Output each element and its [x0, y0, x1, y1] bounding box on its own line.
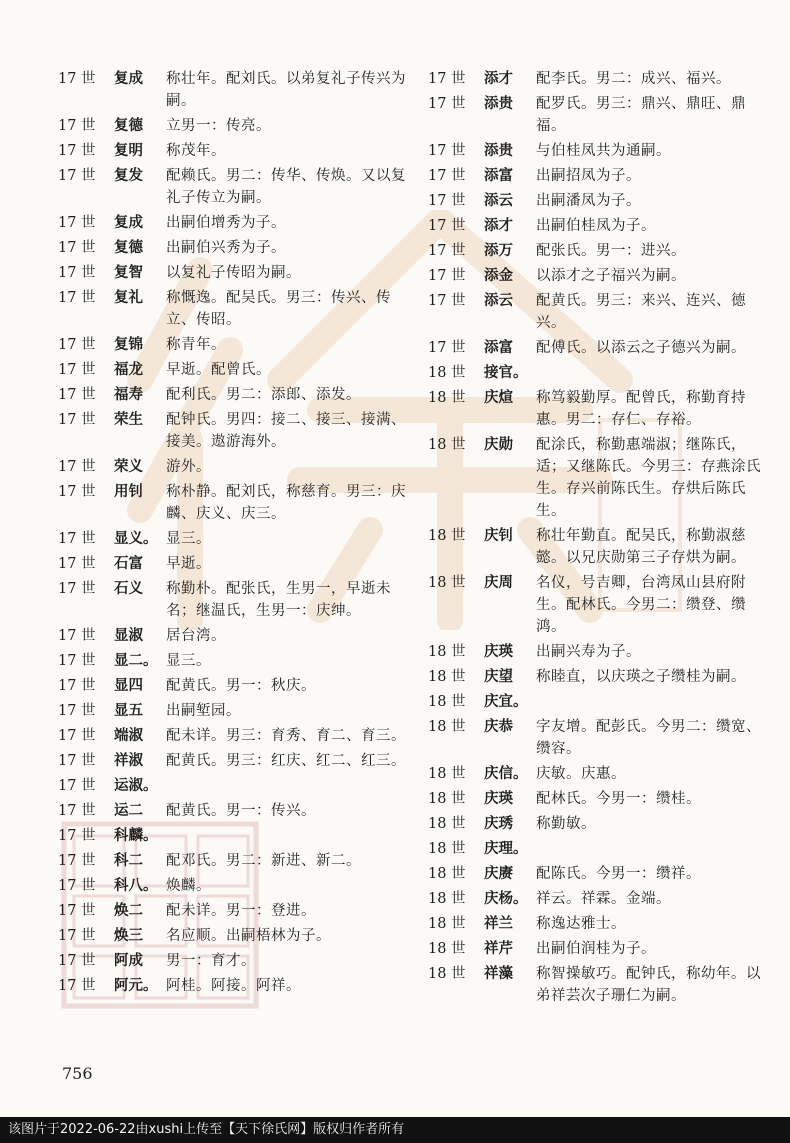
- entry-gen: 17 世: [58, 728, 96, 744]
- entry-text: 以复礼子传昭为嗣。: [166, 265, 301, 281]
- entry-text: 称青年。: [166, 337, 226, 353]
- entry-name: 显五: [114, 702, 143, 719]
- entry-name: 祥淑: [114, 752, 143, 769]
- genealogy-entry: [58, 925, 410, 947]
- entry-gen: 17 世: [428, 218, 466, 234]
- entry-name: 复智: [114, 264, 143, 281]
- entry-name: 庆望: [484, 668, 513, 685]
- entry-gen: 17 世: [58, 803, 96, 819]
- entry-name: 显义。: [114, 530, 158, 547]
- entry-name: 庆赓: [484, 865, 513, 882]
- genealogy-entry: [428, 337, 773, 359]
- entry-text: 称逸达雅士。: [536, 916, 626, 932]
- entry-name: 添富: [484, 339, 513, 356]
- entry-name: 石富: [114, 555, 143, 572]
- entry-text: 配黄氏。男三：来兴、连兴、德兴。: [536, 293, 746, 331]
- entry-gen: 17 世: [58, 653, 96, 669]
- entry-text: 称笃毅勤厚。配曾氏，称勤育持惠。男二：存仁、存裕。: [536, 390, 746, 428]
- entry-name: 焕二: [114, 902, 143, 919]
- entry-name: 庆恭: [484, 718, 513, 735]
- entry-text: 称勤敏。: [536, 816, 596, 832]
- entry-gen: 17 世: [58, 928, 96, 944]
- entry-name: 复礼: [114, 289, 143, 306]
- entry-text: 与伯桂凤共为通嗣。: [536, 143, 671, 159]
- entry-text: 字友增。配彭氏。今男二：缵宽、缵容。: [536, 719, 761, 757]
- entry-gen: 17 世: [58, 215, 96, 231]
- genealogy-entry: [58, 578, 410, 622]
- entry-gen: 17 世: [58, 903, 96, 919]
- entry-text: 出嗣伯增秀为子。: [166, 215, 286, 231]
- entry-name: 运二: [114, 802, 143, 819]
- entry-gen: 17 世: [58, 853, 96, 869]
- entry-text: 配陈氏。今男一：缵祥。: [536, 866, 701, 882]
- genealogy-entry: [58, 409, 410, 453]
- entry-text: 早逝。: [166, 556, 211, 572]
- genealogy-entry: [428, 240, 773, 262]
- entry-name: 科八。: [114, 877, 158, 894]
- genealogy-entry: [428, 434, 773, 522]
- entry-gen: 18 世: [428, 719, 466, 735]
- entry-text: 游外。: [166, 459, 211, 475]
- entry-name: 庆瑛: [484, 643, 513, 660]
- entry-gen: 17 世: [58, 240, 96, 256]
- entry-gen: 17 世: [428, 71, 466, 87]
- entry-name: 接官。: [484, 364, 528, 381]
- entry-gen: 17 世: [58, 265, 96, 281]
- entry-gen: 18 世: [428, 694, 466, 710]
- entry-name: 庆琇: [484, 815, 513, 832]
- genealogy-entry: [428, 290, 773, 334]
- entry-gen: 17 世: [58, 118, 96, 134]
- entry-gen: 17 世: [58, 362, 96, 378]
- entry-gen: 18 世: [428, 437, 466, 453]
- genealogy-entry: [58, 456, 410, 478]
- entry-name: 阿元。: [114, 977, 158, 994]
- genealogy-entry: [58, 553, 410, 575]
- entry-name: 庆瑛: [484, 790, 513, 807]
- entry-name: 复明: [114, 142, 143, 159]
- entry-gen: 18 世: [428, 791, 466, 807]
- entry-gen: 17 世: [58, 753, 96, 769]
- genealogy-entry: [58, 675, 410, 697]
- entry-text: 出嗣伯桂凤为子。: [536, 218, 656, 234]
- genealogy-entry: [58, 650, 410, 672]
- entry-name: 端淑: [114, 727, 143, 744]
- genealogy-entry: [428, 963, 773, 1007]
- entry-text: 出嗣堑园。: [166, 703, 241, 719]
- genealogy-entry: [428, 525, 773, 569]
- genealogy-entry: [428, 68, 773, 90]
- entry-name: 福龙: [114, 361, 143, 378]
- entry-name: 祥藻: [484, 965, 513, 982]
- entry-name: 添万: [484, 242, 513, 259]
- entry-gen: 17 世: [58, 978, 96, 994]
- entry-name: 显二。: [114, 652, 158, 669]
- entry-name: 运淑。: [114, 777, 158, 794]
- entry-name: 石义: [114, 580, 143, 597]
- genealogy-entry: [58, 140, 410, 162]
- entry-text: 配赖氏。男二：传华、传焕。又以复礼子传立为嗣。: [166, 168, 406, 206]
- entry-text: 配邓氏。男二：新进、新二。: [166, 853, 361, 869]
- entry-gen: 17 世: [58, 337, 96, 353]
- entry-gen: 18 世: [428, 766, 466, 782]
- entry-name: 祥芹: [484, 940, 513, 957]
- genealogy-entry: [58, 165, 410, 209]
- entry-gen: 17 世: [58, 703, 96, 719]
- genealogy-entry: [58, 625, 410, 647]
- entry-text: 配林氏。今男一：缵桂。: [536, 791, 701, 807]
- entry-text: 出嗣兴寿为子。: [536, 644, 641, 660]
- entry-text: 称睦直，以庆瑛之子缵桂为嗣。: [536, 669, 746, 685]
- entry-name: 显四: [114, 677, 143, 694]
- entry-name: 复德: [114, 239, 143, 256]
- entry-name: 庆理。: [484, 840, 528, 857]
- entry-gen: 17 世: [58, 678, 96, 694]
- entry-gen: 17 世: [428, 268, 466, 284]
- entry-gen: 17 世: [428, 96, 466, 112]
- genealogy-entry: [58, 384, 410, 406]
- genealogy-entry: [428, 763, 773, 785]
- entry-text: 焕麟。: [166, 878, 211, 894]
- entry-text: 出嗣伯兴秀为子。: [166, 240, 286, 256]
- entry-gen: 18 世: [428, 866, 466, 882]
- genealogy-entry: [428, 863, 773, 885]
- entry-gen: 18 世: [428, 644, 466, 660]
- entry-name: 添才: [484, 217, 513, 234]
- page-number: 756: [62, 1064, 93, 1083]
- entry-text: 名应顺。出嗣梧林为子。: [166, 928, 331, 944]
- genealogy-entry: [428, 190, 773, 212]
- entry-gen: 18 世: [428, 841, 466, 857]
- entry-name: 复成: [114, 70, 143, 87]
- entry-gen: 17 世: [428, 143, 466, 159]
- entry-gen: 17 世: [58, 290, 96, 306]
- entry-gen: 17 世: [58, 953, 96, 969]
- genealogy-entry: [428, 572, 773, 638]
- entry-text: 以添才之子福兴为嗣。: [536, 268, 686, 284]
- entry-gen: 17 世: [58, 71, 96, 87]
- genealogy-entry: [428, 788, 773, 810]
- entry-text: 称慨逸。配吴氏。男三：传兴、传立、传昭。: [166, 290, 391, 328]
- entry-gen: 18 世: [428, 941, 466, 957]
- right-column: [428, 68, 773, 1010]
- entry-name: 庆煊: [484, 389, 513, 406]
- entry-text: 配黄氏。男一：秋庆。: [166, 678, 316, 694]
- genealogy-entry: [428, 691, 773, 713]
- left-column: [58, 68, 410, 1000]
- genealogy-entry: [428, 265, 773, 287]
- entry-text: 男一：育才。: [166, 953, 256, 969]
- entry-name: 科二: [114, 852, 143, 869]
- entry-name: 添富: [484, 167, 513, 184]
- entry-text: 配李氏。男二：成兴、福兴。: [536, 71, 731, 87]
- entry-text: 配未详。男三：育秀、育二、育三。: [166, 728, 406, 744]
- entry-gen: 17 世: [58, 778, 96, 794]
- genealogy-entry: [428, 93, 773, 137]
- entry-text: 配利氏。男二：添郎、添发。: [166, 387, 361, 403]
- entry-name: 复成: [114, 214, 143, 231]
- entry-gen: 17 世: [428, 243, 466, 259]
- entry-text: 称壮年。配刘氏。以弟复礼子传兴为嗣。: [166, 71, 406, 109]
- genealogy-entry: [58, 850, 410, 872]
- entry-gen: 18 世: [428, 669, 466, 685]
- entry-name: 复德: [114, 117, 143, 134]
- entry-gen: 18 世: [428, 891, 466, 907]
- entry-name: 焕三: [114, 927, 143, 944]
- entry-name: 复发: [114, 167, 143, 184]
- entry-name: 复锦: [114, 336, 143, 353]
- genealogy-entry: [58, 775, 410, 797]
- entry-gen: 17 世: [58, 556, 96, 572]
- genealogy-entry: [428, 666, 773, 688]
- entry-name: 庆周: [484, 574, 513, 591]
- entry-text: 称智操敏巧。配钟氏，称幼年。以弟祥芸次子珊仁为嗣。: [536, 966, 761, 1004]
- entry-name: 添才: [484, 70, 513, 87]
- entry-name: 用钊: [114, 483, 143, 500]
- entry-gen: 18 世: [428, 528, 466, 544]
- entry-text: 配黄氏。男一：传兴。: [166, 803, 316, 819]
- entry-text: 配涂氏，称勤惠端淑；继陈氏，适；又继陈氏。今男三：存燕涂氏生。存兴前陈氏生。存烘后陈氏生。: [536, 437, 761, 519]
- entry-text: 配傅氏。以添云之子德兴为嗣。: [536, 340, 746, 356]
- genealogy-entry: [58, 825, 410, 847]
- entry-name: 添云: [484, 292, 513, 309]
- entry-gen: 18 世: [428, 816, 466, 832]
- entry-text: 名仪，号吉卿，台湾凤山县府附生。配林氏。今男二：缵登、缵鸿。: [536, 575, 746, 635]
- entry-text: 配黄氏。男三：红庆、红二、红三。: [166, 753, 406, 769]
- entry-name: 添金: [484, 267, 513, 284]
- genealogy-entry: [58, 115, 410, 137]
- entry-text: 居台湾。: [166, 628, 226, 644]
- entry-gen: 18 世: [428, 390, 466, 406]
- entry-name: 显淑: [114, 627, 143, 644]
- entry-name: 庆杨。: [484, 890, 528, 907]
- genealogy-entry: [58, 800, 410, 822]
- entry-name: 庆信。: [484, 765, 528, 782]
- entry-text: 早逝。配曾氏。: [166, 362, 271, 378]
- entry-text: 配张氏。男一：进兴。: [536, 243, 686, 259]
- entry-name: 添贵: [484, 142, 513, 159]
- genealogy-entry: [58, 68, 410, 112]
- genealogy-entry: [58, 950, 410, 972]
- entry-gen: 17 世: [58, 387, 96, 403]
- genealogy-entry: [58, 262, 410, 284]
- entry-gen: 17 世: [58, 484, 96, 500]
- entry-text: 配钟氏。男四：接二、接三、接满、接美。遨游海外。: [166, 412, 406, 450]
- genealogy-entry: [428, 215, 773, 237]
- entry-text: 称朴静。配刘氏，称慈育。男三：庆麟、庆义、庆三。: [166, 484, 406, 522]
- entry-gen: 17 世: [58, 581, 96, 597]
- genealogy-entry: [428, 362, 773, 384]
- entry-text: 称茂年。: [166, 143, 226, 159]
- genealogy-entry: [58, 287, 410, 331]
- entry-text: 出嗣潘凤为子。: [536, 193, 641, 209]
- entry-name: 祥兰: [484, 915, 513, 932]
- entry-name: 科麟。: [114, 827, 158, 844]
- genealogy-entry: [58, 725, 410, 747]
- entry-name: 添云: [484, 192, 513, 209]
- entry-gen: 17 世: [58, 531, 96, 547]
- genealogy-entry: [58, 528, 410, 550]
- genealogy-entry: [428, 938, 773, 960]
- entry-gen: 18 世: [428, 916, 466, 932]
- entry-gen: 17 世: [58, 878, 96, 894]
- entry-name: 庆勋: [484, 436, 513, 453]
- genealogy-entry: [428, 813, 773, 835]
- entry-text: 出嗣伯润桂为子。: [536, 941, 656, 957]
- entry-gen: 17 世: [428, 340, 466, 356]
- entry-gen: 17 世: [58, 828, 96, 844]
- genealogy-entry: [58, 481, 410, 525]
- entry-gen: 17 世: [58, 412, 96, 428]
- genealogy-entry: [58, 334, 410, 356]
- entry-text: 庆敏。庆惠。: [536, 766, 626, 782]
- entry-name: 荣生: [114, 411, 143, 428]
- entry-text: 出嗣招凤为子。: [536, 168, 641, 184]
- entry-name: 添贵: [484, 95, 513, 112]
- entry-text: 配未详。男一：登进。: [166, 903, 316, 919]
- genealogy-entry: [428, 641, 773, 663]
- genealogy-entry: [58, 700, 410, 722]
- entry-text: 显三。: [166, 531, 211, 547]
- genealogy-entry: [58, 900, 410, 922]
- genealogy-entry: [428, 888, 773, 910]
- entry-gen: 18 世: [428, 365, 466, 381]
- entry-gen: 18 世: [428, 575, 466, 591]
- entry-gen: 17 世: [58, 168, 96, 184]
- entry-text: 阿桂。阿接。阿祥。: [166, 978, 301, 994]
- entry-text: 称勤朴。配张氏，生男一，早逝未名；继温氏，生男一：庆绅。: [166, 581, 391, 619]
- entry-name: 庆宜。: [484, 693, 528, 710]
- entry-gen: 17 世: [428, 293, 466, 309]
- genealogy-entry: [428, 387, 773, 431]
- genealogy-entry: [428, 716, 773, 760]
- entry-gen: 17 世: [428, 193, 466, 209]
- genealogy-entry: [58, 237, 410, 259]
- entry-gen: 17 世: [58, 459, 96, 475]
- entry-gen: 18 世: [428, 966, 466, 982]
- entry-name: 阿成: [114, 952, 143, 969]
- entry-text: 立男一：传亮。: [166, 118, 271, 134]
- entry-name: 福寿: [114, 386, 143, 403]
- genealogy-entry: [58, 975, 410, 997]
- entry-name: 荣义: [114, 458, 143, 475]
- genealogy-entry: [428, 838, 773, 860]
- genealogy-entry: [58, 875, 410, 897]
- genealogy-entry: [428, 913, 773, 935]
- entry-name: 庆钊: [484, 527, 513, 544]
- genealogy-entry: [58, 212, 410, 234]
- entry-text: 祥云。祥霖。金端。: [536, 891, 671, 907]
- entry-text: 配罗氏。男三：鼎兴、鼎旺、鼎福。: [536, 96, 746, 134]
- upload-footer: 该图片于2022-06-22由xushi上传至【天下徐氏网】版权归作者所有: [0, 1117, 790, 1143]
- genealogy-entry: [428, 140, 773, 162]
- entry-gen: 17 世: [58, 143, 96, 159]
- genealogy-entry: [428, 165, 773, 187]
- genealogy-entry: [58, 750, 410, 772]
- entry-text: 显三。: [166, 653, 211, 669]
- genealogy-entry: [58, 359, 410, 381]
- entry-gen: 17 世: [428, 168, 466, 184]
- entry-text: 称壮年勤直。配吴氏，称勤淑慈懿。以兄庆勋第三子存烘为嗣。: [536, 528, 746, 566]
- entry-gen: 17 世: [58, 628, 96, 644]
